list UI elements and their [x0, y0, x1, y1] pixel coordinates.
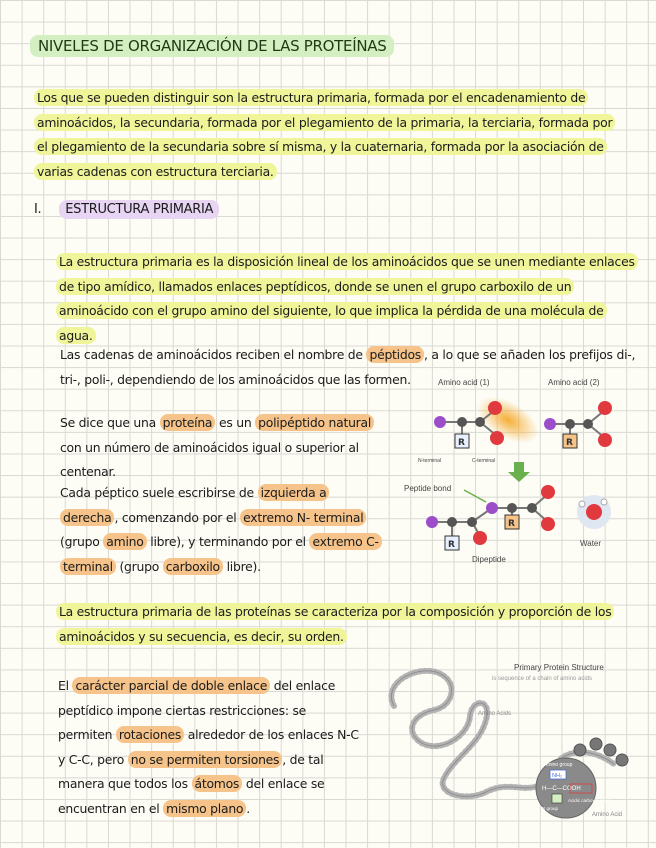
highlight-c-terminal: extremo C- terminal	[60, 533, 382, 575]
carbon-atom	[467, 517, 477, 527]
amino-acid-formula: H—C—COOH	[542, 786, 581, 792]
diagram-title: Primary Protein Structure	[514, 663, 604, 672]
r-label: R	[508, 519, 515, 529]
nitrogen-atom	[486, 502, 498, 514]
text: Cada péptico suele escribirse de	[60, 485, 258, 500]
amino-acid-2-label: Amino acid (2)	[548, 378, 600, 387]
r-label: R	[448, 540, 455, 550]
reaction-arrow-icon	[508, 462, 530, 482]
nitrogen-atom	[544, 418, 556, 430]
highlight-torsiones: no se permiten torsiones	[128, 751, 282, 768]
caracteriza-paragraph	[56, 600, 626, 649]
water-hydrogen-atom	[601, 499, 607, 505]
carbon-atom	[475, 417, 485, 427]
caracteriza-text: La estructura primaria de las proteínas se caracteriza por la composición y proporción de los aminoácidos y su secuencia, es decir, su orden.	[56, 603, 614, 645]
highlight-polipeptido: polipéptido natural	[255, 414, 374, 431]
section-numeral: I.	[34, 202, 42, 217]
enlace-paragraph	[58, 674, 360, 821]
oxygen-atom	[541, 485, 555, 499]
highlight-n-terminal: extremo N- terminal	[240, 509, 366, 526]
dipeptide-bonds	[432, 494, 548, 536]
n-terminal-label: N-terminal	[418, 458, 442, 464]
oxygen-atom	[490, 431, 504, 445]
peptide-bond-label: Peptide bond	[404, 484, 452, 493]
text: del enlace se encuentran en el	[58, 776, 325, 816]
primary-structure-diagram	[374, 654, 644, 822]
nitrogen-atom	[426, 516, 438, 528]
text: libre).	[222, 558, 261, 574]
amino-acid-bead	[604, 744, 616, 756]
section-title: ESTRUCTURA PRIMARIA	[59, 200, 219, 219]
carbon-atom	[457, 417, 467, 427]
r-group-box	[552, 794, 562, 803]
r-label: R	[566, 438, 573, 448]
diagram-subtitle: is sequence of a chain of amino acids	[492, 676, 593, 682]
highlight-carboxilo: carboxilo	[163, 558, 223, 575]
carbon-atom	[447, 517, 457, 527]
highlight-rotaciones: rotaciones	[116, 726, 184, 743]
amino-acid-bead	[616, 754, 628, 766]
page-title: NIVELES DE ORGANIZACIÓN DE LAS PROTEÍNAS	[30, 35, 394, 57]
definition-paragraph	[56, 250, 640, 348]
text: es un	[215, 415, 256, 430]
text: Las cadenas de aminoácidos reciben el nombre de	[60, 347, 367, 362]
amino-group-label: Amino group	[544, 762, 573, 768]
proteina-paragraph	[60, 411, 390, 485]
highlight-peptidos: péptidos	[366, 346, 424, 363]
nh2-label: NH₂	[552, 773, 563, 779]
oxygen-atom	[488, 401, 502, 415]
water-hydrogen-atom	[579, 501, 585, 507]
carbon-atom	[583, 419, 593, 429]
carbon-atom	[527, 503, 537, 513]
direccion-paragraph	[60, 481, 382, 579]
oxygen-atom	[541, 517, 555, 531]
oxygen-atom	[598, 433, 612, 447]
highlight-atomos: átomos	[192, 775, 243, 792]
c-terminal-label: C-terminal	[472, 458, 496, 464]
highlight-mismo-plano: mismo plano	[163, 800, 246, 817]
water-oxygen-atom	[586, 504, 602, 520]
amino-acid-1-label: Amino acid (1)	[438, 378, 490, 387]
text: .	[246, 800, 250, 816]
water-label: Water	[580, 539, 602, 548]
carbon-atom	[507, 503, 517, 513]
amino-acid-bead	[574, 744, 586, 756]
text: Se dice que una	[60, 415, 160, 430]
text: del enlace peptídico impone ciertas restricciones: se permiten	[58, 678, 336, 742]
nitrogen-atom	[434, 416, 446, 428]
section-heading	[34, 202, 219, 217]
text: , a lo que se añaden los prefijos di-, tri-, poli-, dependiendo de los aminoácidos que las formen.	[60, 347, 636, 387]
dipeptide-label: Dipeptide	[472, 555, 506, 564]
text: , de tal manera que todos los	[58, 751, 324, 791]
text: (grupo	[60, 534, 104, 549]
intro-paragraph	[34, 86, 624, 184]
definition-text: La estructura primaria es la disposición lineal de los aminoácidos que se unen mediante enlaces de tipo amídico, llamados enlaces peptídicos, donde se unen el grupo carboxilo de un aminoácido con el grupo amino del siguiente, lo que implica la pérdida de una molécula de agua.	[56, 253, 638, 344]
highlight-doble-enlace: carácter parcial de doble enlace	[72, 677, 270, 694]
highlight-proteina: proteína	[160, 414, 216, 431]
amino-acid-bead	[590, 738, 602, 750]
dipeptide-diagram	[400, 372, 640, 570]
amino-acids-label: Amino Acids	[478, 711, 512, 717]
peptide-bond-pointer	[464, 490, 486, 502]
oxygen-atom	[473, 531, 487, 545]
text: , comenzando por el	[114, 509, 241, 525]
text: alrededor de los enlaces N-C y C-C, pero	[58, 727, 359, 767]
highlight-izquierda-derecha: izquierda a derecha	[60, 484, 329, 526]
intro-text: Los que se pueden distinguir son la estructura primaria, formada por el encadenamiento de aminoácidos, la secundaria, formada por el plegamiento de la primaria, la terciaria, formada por el plegamiento de la secundaria sobre sí misma, y la cuaternaria, formada por la asociación de varias cadenas con estructura terciaria.	[34, 89, 615, 180]
r-group-label: R group	[542, 806, 559, 811]
r-label: R	[458, 438, 465, 448]
highlight-amino: amino	[103, 533, 146, 550]
amino-acid-label: Amino Acid	[592, 812, 623, 818]
text: libre), y terminando por el	[146, 534, 310, 549]
carbon-atom	[565, 419, 575, 429]
text: (grupo	[115, 558, 163, 574]
page-title-wrap	[30, 36, 394, 55]
acidic-group-label: Acidic carboxyl group	[568, 798, 611, 803]
text: con un número de aminoácidos igual o superior al centenar.	[60, 439, 359, 479]
oxygen-atom	[598, 401, 612, 415]
text: El	[58, 678, 73, 693]
